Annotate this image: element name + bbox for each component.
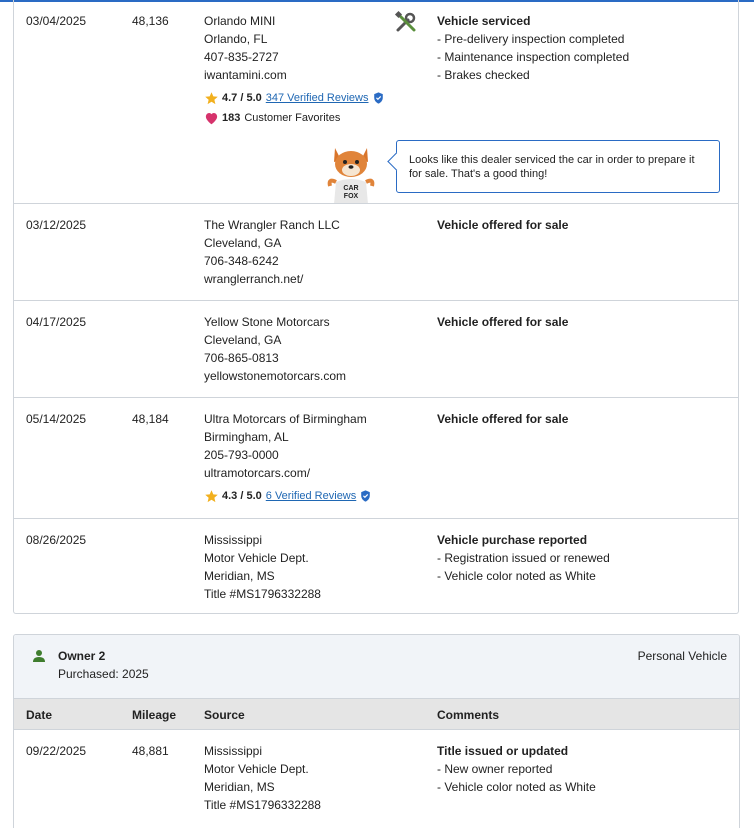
- owner-vehicle-type: Personal Vehicle: [637, 649, 727, 663]
- comment-line: - Maintenance inspection completed: [437, 50, 630, 64]
- source-website: ultramotorcars.com/: [204, 466, 311, 480]
- table-row: [14, 397, 738, 518]
- rating-score: 4.3 / 5.0: [222, 490, 262, 502]
- bubble-pointer: [387, 152, 405, 170]
- rating-score: 4.7 / 5.0: [222, 92, 262, 104]
- comment-line: - Brakes checked: [437, 68, 530, 82]
- record-mileage: 48,184: [132, 412, 169, 426]
- comment-line: - Pre-delivery inspection completed: [437, 32, 625, 46]
- record-date: 05/14/2025: [26, 412, 87, 426]
- source-website: wranglerranch.net/: [204, 272, 304, 286]
- record-comments: [437, 12, 629, 84]
- verified-shield-icon: [373, 92, 384, 104]
- source-phone: 407-835-2727: [204, 50, 279, 64]
- column-header-mileage: Mileage: [132, 708, 177, 722]
- person-icon: [32, 649, 46, 663]
- source-department: Motor Vehicle Dept.: [204, 551, 309, 565]
- source-location: Meridian, MS: [204, 780, 275, 794]
- svg-text:CAR: CAR: [343, 185, 359, 192]
- record-date: 09/22/2025: [26, 744, 87, 758]
- source-website: iwantamini.com: [204, 68, 287, 82]
- record-comments: [437, 410, 568, 428]
- source-title-number: Title #MS1796332288: [204, 798, 321, 812]
- carfox-tip-text: Looks like this dealer serviced the car in order to prepare it for sale. That's a good thing!: [409, 154, 695, 180]
- comment-line: - New owner reported: [437, 762, 553, 776]
- comment-title: Vehicle offered for sale: [437, 315, 569, 329]
- star-icon: [204, 489, 219, 504]
- verified-reviews-link[interactable]: 6 Verified Reviews: [265, 490, 357, 502]
- record-source: [204, 216, 340, 288]
- record-date: 03/04/2025: [26, 14, 87, 28]
- carfox-tip-bubble: [396, 140, 720, 193]
- source-department: Motor Vehicle Dept.: [204, 762, 309, 776]
- dealer-rating: [204, 88, 384, 108]
- comment-line: - Vehicle color noted as White: [437, 780, 596, 794]
- comment-title: Vehicle purchase reported: [437, 533, 588, 547]
- star-icon: [204, 91, 219, 106]
- source-name: Orlando MINI: [204, 14, 276, 28]
- source-website: yellowstonemotorcars.com: [204, 369, 347, 383]
- owner1-history-table: [13, 0, 739, 614]
- source-location: Cleveland, GA: [204, 333, 282, 347]
- record-comments: [437, 531, 610, 585]
- comment-title: Vehicle offered for sale: [437, 218, 569, 232]
- table-row: [14, 518, 738, 614]
- table-row: [14, 730, 739, 827]
- comment-title: Vehicle serviced: [437, 14, 531, 28]
- record-date: 08/26/2025: [26, 533, 87, 547]
- record-date: 04/17/2025: [26, 315, 87, 329]
- source-phone: 706-865-0813: [204, 351, 279, 365]
- source-location: Orlando, FL: [204, 32, 268, 46]
- source-location: Meridian, MS: [204, 569, 275, 583]
- wrench-screwdriver-icon: [394, 10, 418, 34]
- table-row: [14, 0, 738, 203]
- record-source: [204, 531, 321, 603]
- source-name: Yellow Stone Motorcars: [204, 315, 330, 329]
- source-name: The Wrangler Ranch LLC: [204, 218, 340, 232]
- favorites-label: Customer Favorites: [244, 112, 341, 124]
- table-row: [14, 203, 738, 300]
- column-header-source: Source: [204, 708, 245, 722]
- record-mileage: 48,136: [132, 14, 169, 28]
- comment-title: Vehicle offered for sale: [437, 412, 569, 426]
- comment-title: Title issued or updated: [437, 744, 569, 758]
- record-mileage: 48,881: [132, 744, 169, 758]
- carfox-mascot-icon: [326, 142, 376, 204]
- record-comments: [437, 216, 568, 234]
- column-header-comments: Comments: [437, 708, 500, 722]
- column-header-date: Date: [26, 708, 53, 722]
- source-name: Mississippi: [204, 533, 263, 547]
- owner2-header: [14, 635, 739, 699]
- owner-purchased-year: Purchased: 2025: [58, 667, 149, 681]
- table-header: [14, 699, 739, 730]
- record-source: [204, 12, 384, 128]
- source-name: Mississippi: [204, 744, 263, 758]
- source-title-number: Title #MS1796332288: [204, 587, 321, 601]
- record-comments: [437, 742, 596, 796]
- customer-favorites: [204, 108, 384, 128]
- heart-icon: [204, 111, 219, 125]
- record-source: [204, 410, 371, 506]
- source-name: Ultra Motorcars of Birmingham: [204, 412, 367, 426]
- owner-name: Owner 2: [58, 649, 106, 663]
- source-phone: 205-793-0000: [204, 448, 279, 462]
- owner2-section: [13, 634, 740, 828]
- source-phone: 706-348-6242: [204, 254, 279, 268]
- record-date: 03/12/2025: [26, 218, 87, 232]
- verified-reviews-link[interactable]: 347 Verified Reviews: [265, 92, 369, 104]
- source-location: Birmingham, AL: [204, 430, 289, 444]
- svg-text:FOX: FOX: [343, 193, 359, 200]
- dealer-rating: [204, 486, 371, 506]
- record-comments: [437, 313, 568, 331]
- verified-shield-icon: [360, 490, 371, 502]
- table-row: [14, 300, 738, 397]
- source-location: Cleveland, GA: [204, 236, 282, 250]
- record-source: [204, 313, 346, 385]
- favorites-count: 183: [222, 112, 241, 124]
- record-source: [204, 742, 321, 814]
- comment-line: - Vehicle color noted as White: [437, 569, 596, 583]
- comment-line: - Registration issued or renewed: [437, 551, 610, 565]
